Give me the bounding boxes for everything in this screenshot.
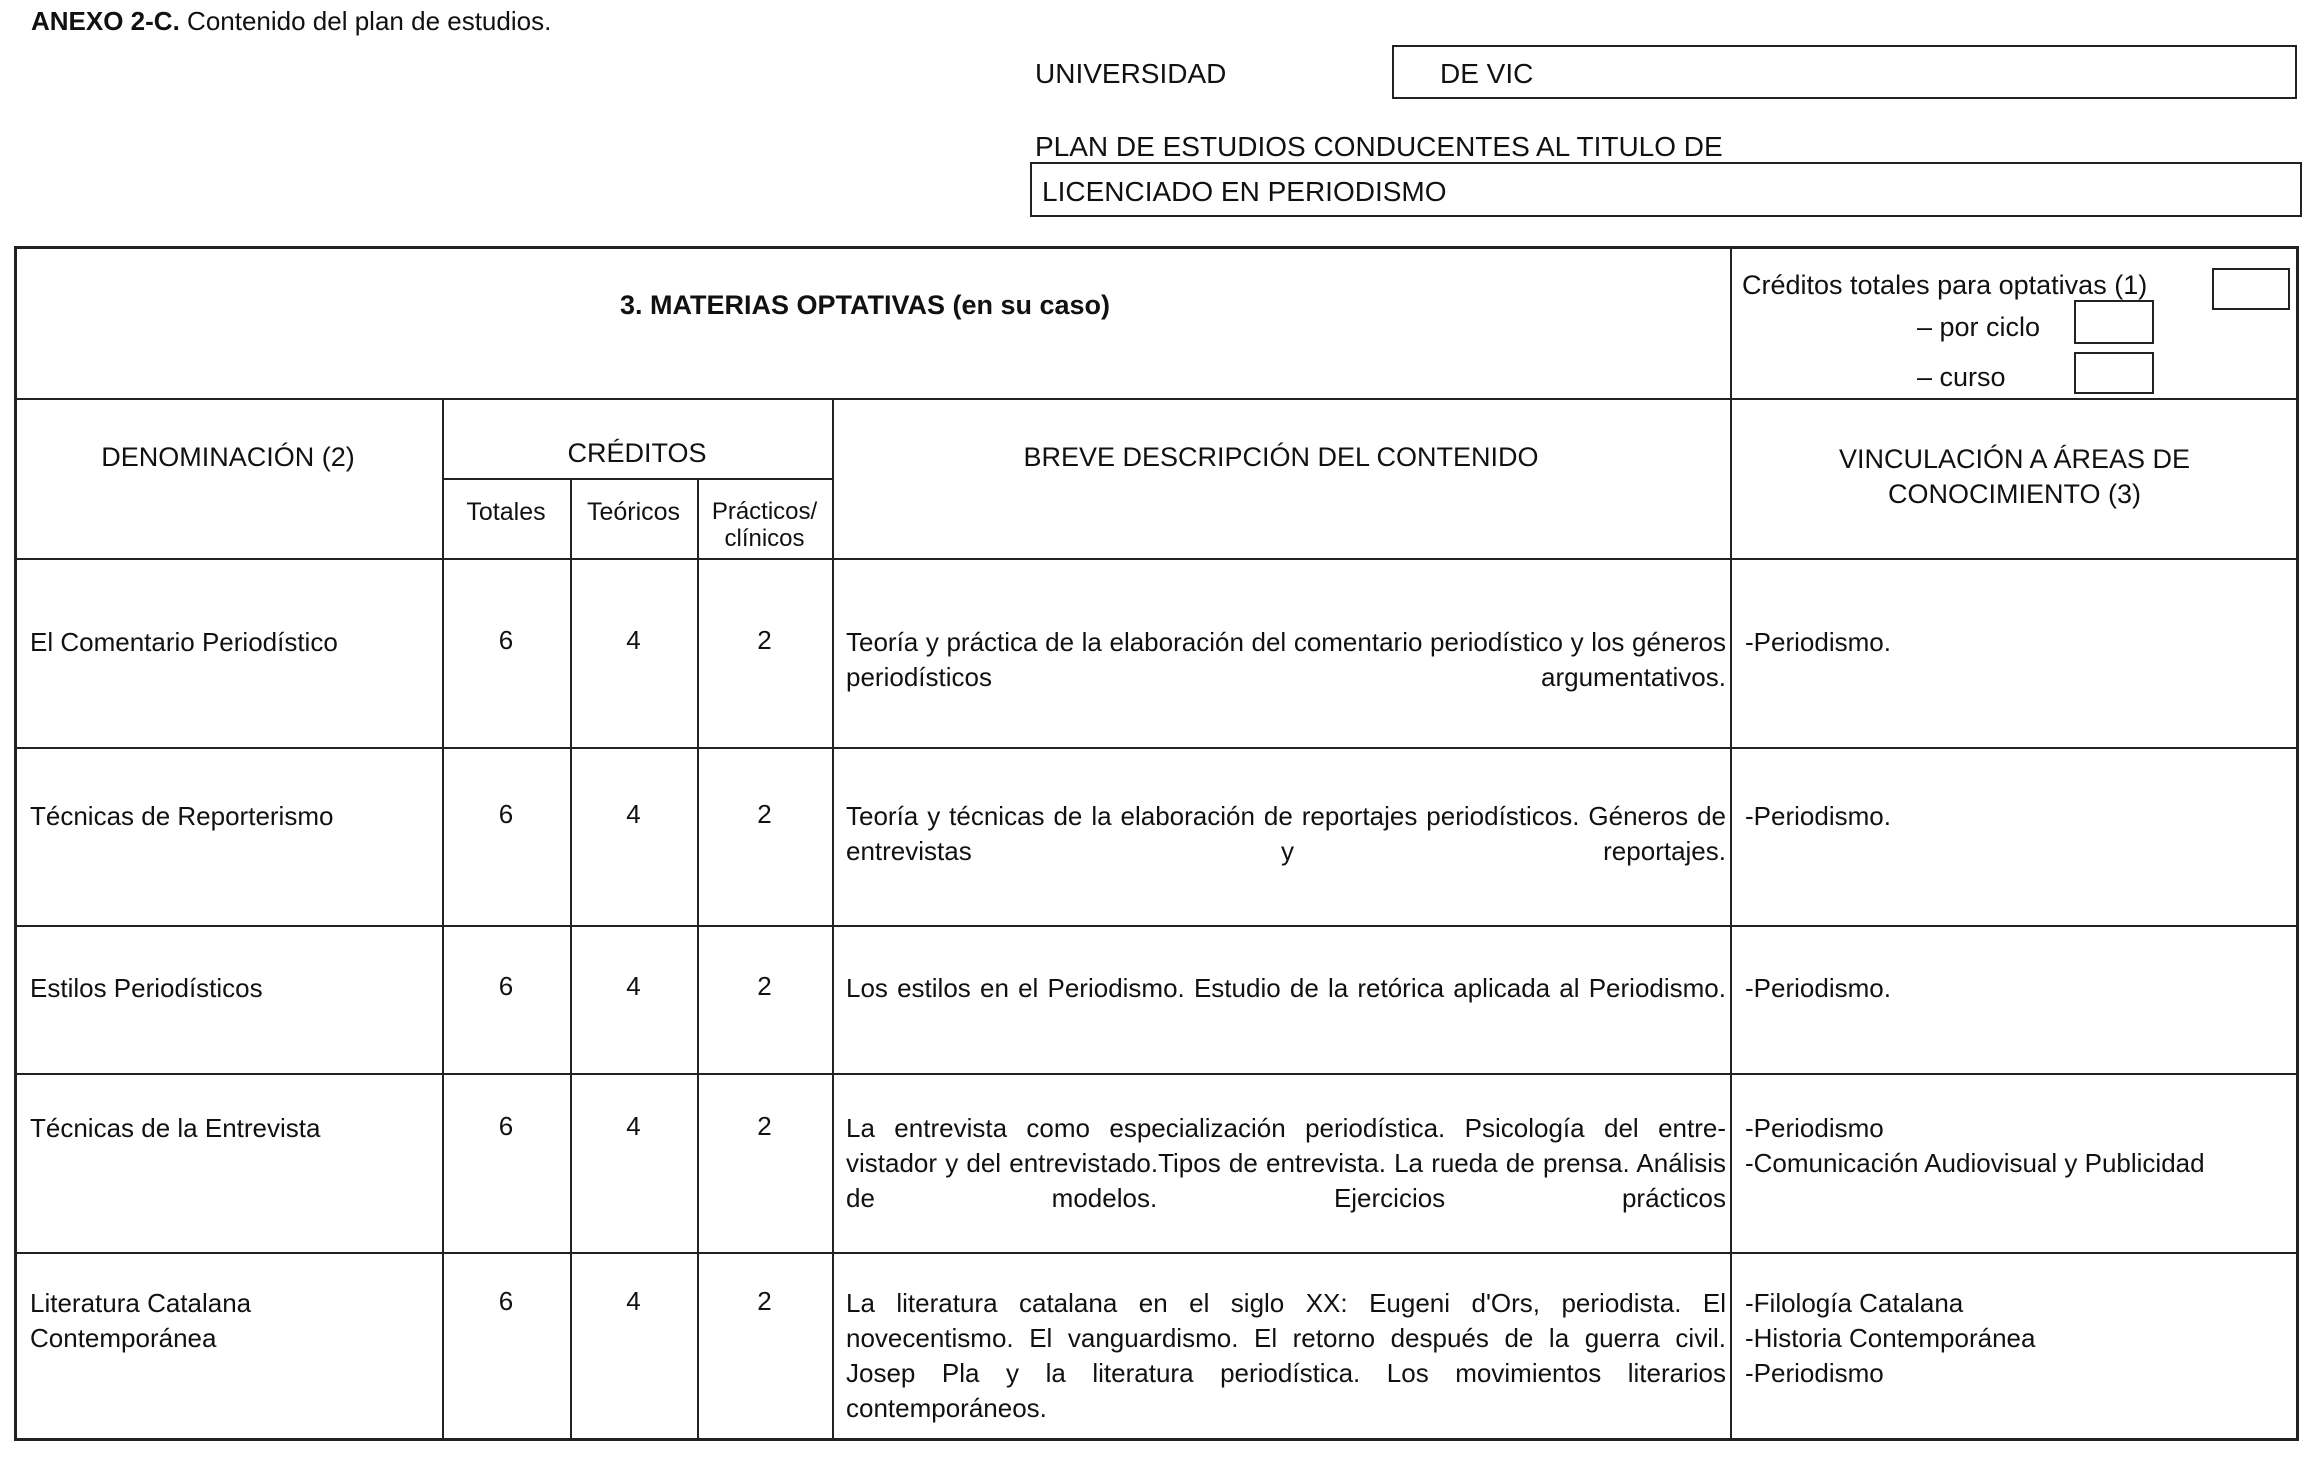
column-header-areas [1730, 442, 2299, 512]
plan-value: LICENCIADO EN PERIODISMO [1042, 176, 1447, 207]
table-row-name [30, 1111, 430, 1146]
plan-label: PLAN DE ESTUDIOS CONDUCENTES AL TITULO DE [1035, 131, 1723, 162]
course-field[interactable] [2074, 352, 2154, 394]
subject-name: Técnicas de la Entrevista [30, 1113, 321, 1143]
column-header-totals: Totales [466, 498, 546, 526]
practice-value: 2 [757, 799, 772, 829]
practice-value: 2 [757, 1286, 772, 1316]
column-header-credits: CRÉDITOS [567, 438, 707, 468]
area-item: -Periodismo. [1745, 627, 1891, 657]
table-divider [14, 747, 2299, 749]
areas-list [1745, 799, 2295, 834]
university-value: DE VIC [1440, 58, 1534, 89]
description-text: Los estilos en el Periodismo. Estudio de la retórica aplicada al Periodismo. [846, 973, 1726, 1003]
table-divider [14, 558, 2299, 560]
subject-name: Contemporánea [30, 1323, 217, 1353]
theory-value: 4 [626, 625, 641, 655]
area-item: -Comunicación Audiovisual y Publicidad [1745, 1148, 2205, 1178]
column-header-practice-line1: Prácticos/ [711, 498, 818, 525]
theory-value: 4 [626, 1286, 641, 1316]
description-text: Teoría y práctica de la elaboración del comentario periodístico y los géneros periodísticos argumentativos. [846, 627, 1726, 692]
annex-heading [31, 6, 551, 37]
areas-list [1745, 1286, 2295, 1391]
description-text: La entrevista como especialización periodística. Psicología del entre-vistador y del entrevistado.Tipos de entrevista. La rueda de prensa. Análisis de modelos. Ejercicios prácticos [846, 1113, 1726, 1213]
subject-name: Estilos Periodísticos [30, 973, 263, 1003]
area-item: -Periodismo [1745, 1113, 1884, 1143]
totals-value: 6 [498, 1286, 514, 1316]
credits-total-field[interactable] [2212, 268, 2290, 310]
area-item: -Periodismo. [1745, 801, 1891, 831]
university-label: UNIVERSIDAD [1035, 58, 1227, 89]
description-text: Teoría y técnicas de la elaboración de reportajes periodísticos. Géneros de entrevistas y reportajes. [846, 801, 1726, 866]
subject-name: Literatura Catalana [30, 1288, 252, 1318]
totals-value: 6 [498, 971, 514, 1001]
column-header-areas-line2: CONOCIMIENTO (3) [1887, 479, 2141, 509]
table-divider [14, 398, 2299, 400]
table-row-name [30, 971, 430, 1006]
column-header-areas-line1: VINCULACIÓN A ÁREAS DE [1838, 444, 2191, 474]
table-divider [14, 1252, 2299, 1254]
column-header-practice [697, 498, 832, 552]
theory-value: 4 [626, 1111, 641, 1141]
practice-value: 2 [757, 1111, 772, 1141]
area-item: -Periodismo [1745, 1358, 1884, 1388]
table-row-name [30, 799, 430, 834]
per-cycle-label: – por ciclo [1917, 312, 2041, 342]
areas-list [1745, 971, 2295, 1006]
table-divider [14, 925, 2299, 927]
subject-name: Técnicas de Reporterismo [30, 801, 334, 831]
theory-value: 4 [626, 799, 641, 829]
totals-value: 6 [498, 799, 514, 829]
practice-value: 2 [757, 625, 772, 655]
areas-list [1745, 1111, 2295, 1181]
annex-title: Contenido del plan de estudios. [187, 6, 552, 36]
credits-total-label: Créditos totales para optativas (1) [1742, 270, 2148, 300]
totals-value: 6 [498, 1111, 514, 1141]
area-item: -Filología Catalana [1745, 1288, 1964, 1318]
area-item: -Periodismo. [1745, 973, 1891, 1003]
table-divider [442, 478, 832, 480]
table-divider [832, 398, 834, 1441]
theory-value: 4 [626, 971, 641, 1001]
column-header-theory: Teóricos [586, 498, 681, 526]
table-divider [14, 1073, 2299, 1075]
subject-name: El Comentario Periodístico [30, 627, 338, 657]
totals-value: 6 [498, 625, 514, 655]
course-label: – curso [1917, 362, 2006, 392]
table-row-name [30, 625, 430, 660]
section-title: 3. MATERIAS OPTATIVAS (en su caso) [619, 290, 1111, 320]
areas-list [1745, 625, 2295, 660]
table-row-name [30, 1286, 430, 1356]
table-divider [1730, 246, 1732, 1441]
practice-value: 2 [757, 971, 772, 1001]
per-cycle-field[interactable] [2074, 300, 2154, 344]
description-text: La literatura catalana en el siglo XX: Eugeni d'Ors, periodista. El novecentismo. El vanguardismo. El retorno después de la guerra civil. Josep Pla y la literatura periodística. Los movimientos literarios contemporáneos. [846, 1288, 1726, 1423]
column-header-description: BREVE DESCRIPCIÓN DEL CONTENIDO [1023, 442, 1539, 472]
area-item: -Historia Contemporánea [1745, 1323, 2036, 1353]
table-divider [442, 398, 444, 1441]
annex-number: ANEXO 2-C. [31, 6, 180, 36]
column-header-name: DENOMINACIÓN (2) [101, 442, 355, 472]
column-header-practice-line2: clínicos [724, 525, 805, 552]
